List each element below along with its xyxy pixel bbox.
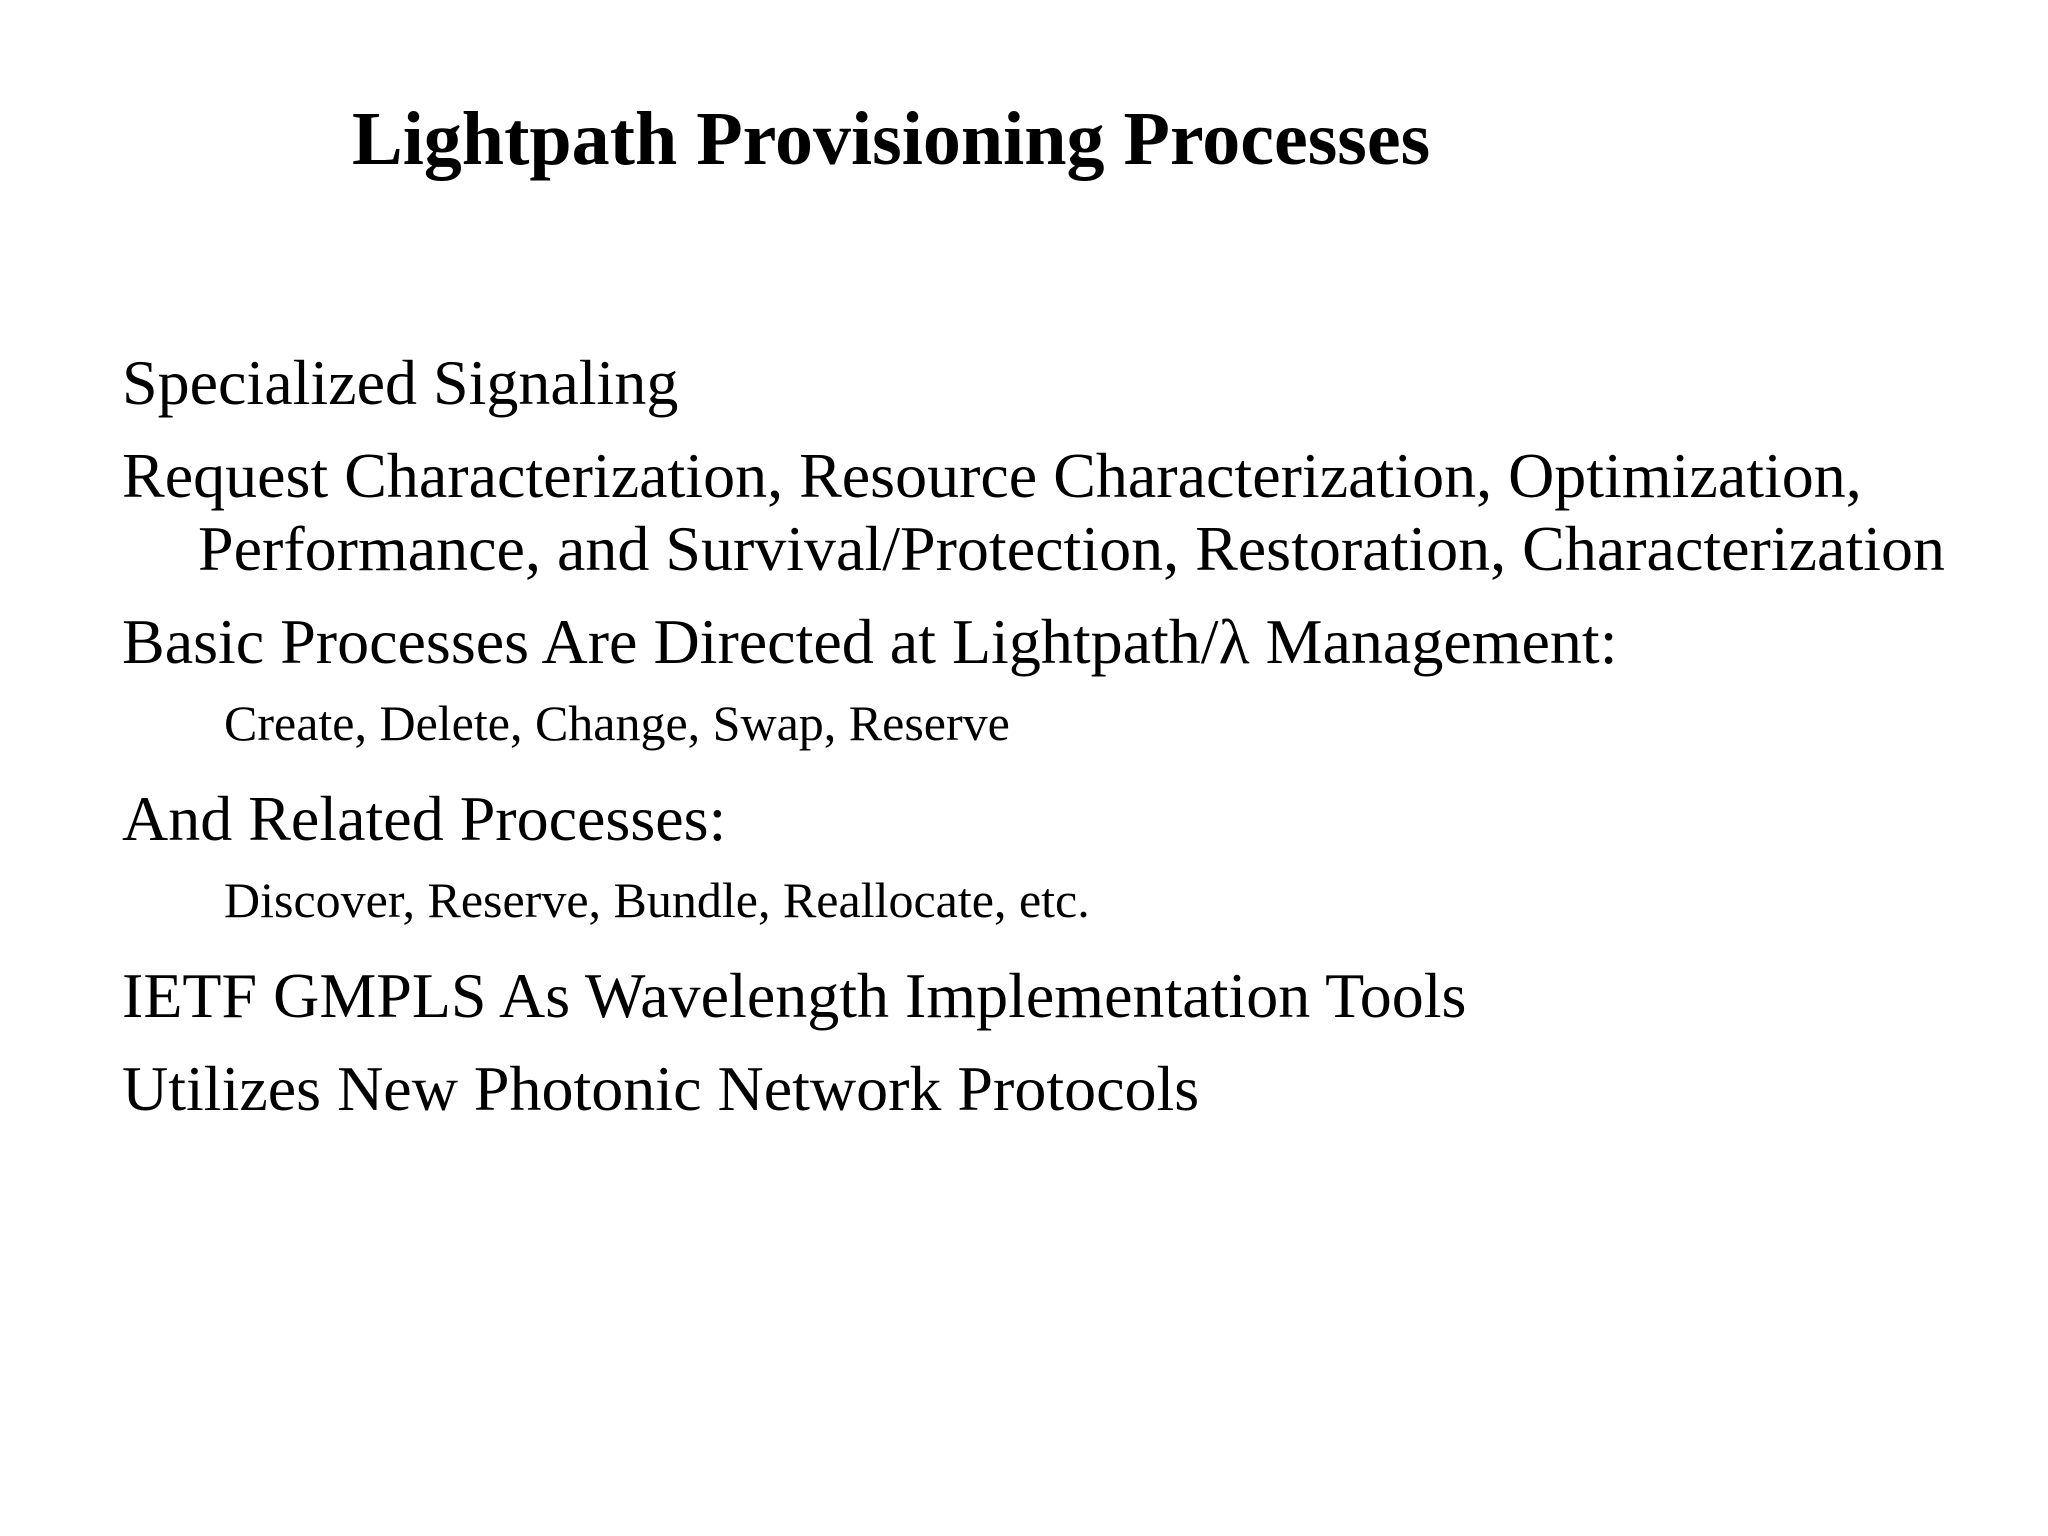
- bullet-list: [122, 346, 2002, 1145]
- bullet-item: Request Characterization, Resource Characterization, Optimization, Performance, and Survival/Protection, Restoration, Characterization: [122, 440, 1945, 584]
- bullet-item: IETF GMPLS As Wavelength Implementation Tools: [122, 960, 1467, 1031]
- bullet-item: Utilizes New Photonic Network Protocols: [122, 1053, 1200, 1124]
- bullet-item: Specialized Signaling: [122, 347, 679, 418]
- bullet-item: And Related Processes:: [122, 783, 727, 854]
- slide-title: Lightpath Provisioning Processes: [352, 97, 1431, 181]
- sub-bullet-item: Discover, Reserve, Bundle, Reallocate, etc.: [224, 872, 1090, 928]
- bullet-item: Basic Processes Are Directed at Lightpath/λ Management:: [122, 606, 1618, 677]
- sub-bullet-item: Create, Delete, Change, Swap, Reserve: [224, 695, 1010, 751]
